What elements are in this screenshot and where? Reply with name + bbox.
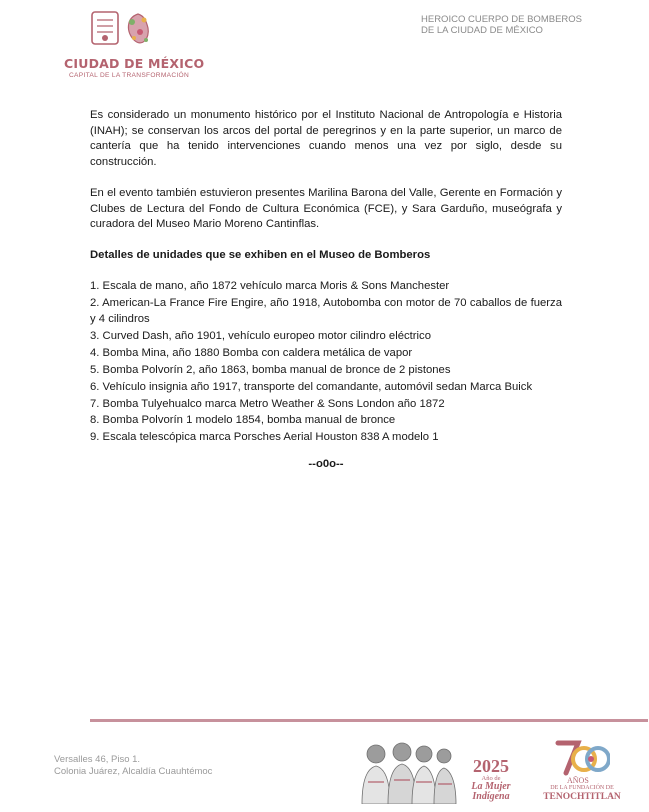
org-line-2: DE LA CIUDAD DE MÉXICO bbox=[421, 25, 543, 36]
year-subtitle: Año de bbox=[481, 775, 501, 782]
org-line-1: HEROICO CUERPO DE BOMBEROS bbox=[421, 14, 582, 25]
address-line-2: Colonia Juárez, Alcaldía Cuauhtémoc bbox=[54, 765, 213, 777]
address bbox=[54, 754, 212, 777]
organization-name bbox=[421, 14, 582, 36]
anniversary-line-2: TENOCHTITLAN bbox=[543, 792, 621, 802]
list-item: 2. American-La France Fire Engire, año 1918, Autobomba con motor de 70 caballos de fuerza y 4 cilindros bbox=[90, 296, 562, 325]
year-of-indigenous-women bbox=[463, 757, 519, 802]
footer-rule bbox=[90, 719, 648, 722]
address-line-1: Versalles 46, Piso 1. bbox=[54, 754, 141, 765]
units-list bbox=[90, 279, 562, 447]
paragraph-2: En el evento también estuvieron presentes Marilina Barona del Valle, Gerente en Formación y Clubes de Lectura del Fondo de Cultura Económica (FCE), y Sara Garduño, museógrafa y curadora del Museo Mario Moreno Cantinflas. bbox=[90, 187, 562, 231]
year-number: 2025 bbox=[473, 756, 509, 776]
list-item: 1. Escala de mano, año 1872 vehículo marca Moris & Sons Manchester bbox=[90, 280, 450, 292]
list-item: 4. Bomba Mina, año 1880 Bomba con caldera metálica de vapor bbox=[90, 346, 413, 359]
seven-hundred-anniversary-icon bbox=[554, 739, 610, 777]
list-item: 7. Bomba Tulyehualco marca Metro Weather & Sons London año 1872 bbox=[90, 397, 445, 410]
list-item: 3. Curved Dash, año 1901, vehículo europeo motor cilindro eléctrico bbox=[90, 329, 431, 342]
logo-tagline: CAPITAL DE LA TRANSFORMACIÓN bbox=[68, 72, 190, 79]
closing-mark: --o0o-- bbox=[308, 458, 344, 470]
anniversary-line-1: DE LA FUNDACIÓN DE bbox=[550, 785, 614, 791]
year-title-line-1: La Mujer bbox=[471, 781, 511, 792]
logo-name: CIUDAD DE MÉXICO bbox=[64, 56, 205, 71]
list-item: 5. Bomba Polvorín 2, año 1863, bomba manual de bronce de 2 pistones bbox=[90, 363, 451, 376]
paragraph-1: Es considerado un monumento histórico por el Instituto Nacional de Antropología e Historia (INAH); se conservan los arcos del portal de peregrinos y en la parte superior, un marco de cantería que ha tenido intervenciones cuando menos una vez por siglo, desde su construcción. bbox=[90, 109, 562, 168]
cdmx-emblem-icon bbox=[88, 8, 168, 54]
tenochtitlan-anniversary-logo bbox=[537, 739, 627, 807]
year-title-line-2: Indígena bbox=[472, 791, 510, 802]
cdmx-logo bbox=[64, 8, 205, 80]
indigenous-women-illustration-icon bbox=[358, 738, 458, 804]
list-item: 8. Bomba Polvorín 1 modelo 1854, bomba manual de bronce bbox=[90, 414, 396, 427]
section-heading: Detalles de unidades que se exhiben en el Museo de Bomberos bbox=[90, 249, 431, 261]
list-item: 6. Vehículo insignia año 1917, transporte del comandante, automóvil sedan Marca Buick bbox=[90, 380, 533, 393]
anniversary-anos: AÑOS bbox=[567, 776, 589, 785]
list-item: 9. Escala telescópica marca Porsches Aerial Houston 838 A modelo 1 bbox=[90, 431, 439, 444]
